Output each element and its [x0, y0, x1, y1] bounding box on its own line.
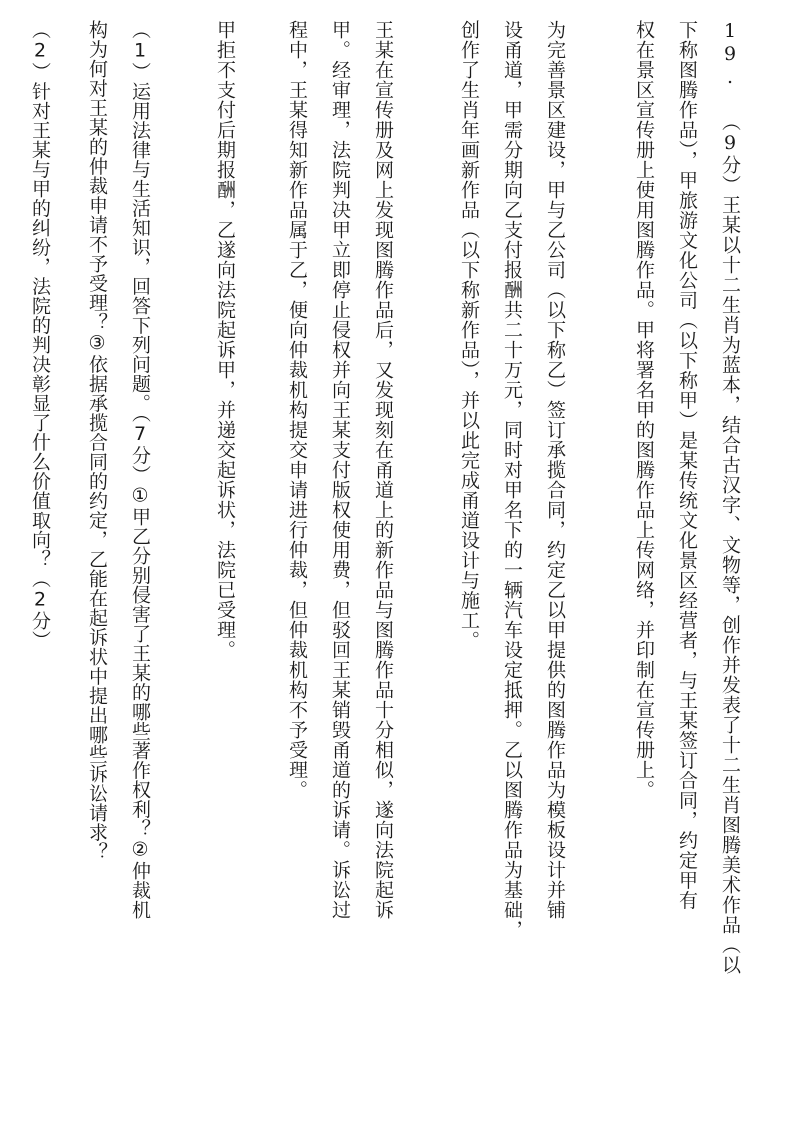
text-column-1: 19. （9分）王某以十二生肖为蓝本，结合古汉字、文物等，创作并发表了十二生肖图腾美术作品（以	[719, 20, 741, 975]
text-column-10: 甲拒不支付后期报酬，乙遂向法院起诉甲，并递交起诉状，法院已受理。	[214, 20, 236, 660]
text-column-7: 王某在宣传册及网上发现图腾作品后，又发现刻在甬道上的新作品与图腾作品十分相似，遂向法院起诉	[372, 20, 394, 920]
text-column-5: 设甬道，甲需分期向乙支付报酬共二十万元，同时对甲名下的一辆汽车设定抵押。乙以图腾作品为基础，	[501, 20, 523, 940]
subquestion-2: （2）针对王某与甲的纠纷，法院的判决彰显了什么价值取向？（2分）	[29, 20, 51, 650]
text-column-6: 创作了生肖年画新作品（以下称新作品），并以此完成甬道设计与施工。	[458, 20, 480, 651]
text-column-2: 下称图腾作品），甲旅游文化公司（以下称甲）是某传统文化景区经营者，与王某签订合同，约定甲有	[676, 20, 698, 911]
text-column-9: 程中，王某得知新作品属于乙，便向仲裁机构提交申请进行仲裁，但仲裁机构不予受理。	[286, 20, 308, 800]
text-column-4: 为完善景区建设，甲与乙公司（以下称乙）签订承揽合同，约定乙以甲提供的图腾作品为模板设计并铺	[544, 20, 566, 920]
subquestion-1-line-1: （1）运用法律与生活知识，回答下列问题。（7分）①甲乙分别侵害了王某的哪些著作权利？②仲裁机	[129, 20, 151, 920]
text-column-3: 权在景区宣传册上使用图腾作品。甲将署名甲的图腾作品上传网络，并印制在宣传册上。	[633, 20, 655, 800]
text-column-8: 甲。经审理，法院判决甲立即停止侵权并向王某支付版权使用费，但驳回王某销毁甬道的诉请。诉讼过	[329, 20, 351, 920]
subquestion-1-line-2: 构为何对王某的仲裁申请不予受理？③依据承揽合同的约定，乙能在起诉状中提出哪些诉讼请求？	[86, 20, 108, 862]
